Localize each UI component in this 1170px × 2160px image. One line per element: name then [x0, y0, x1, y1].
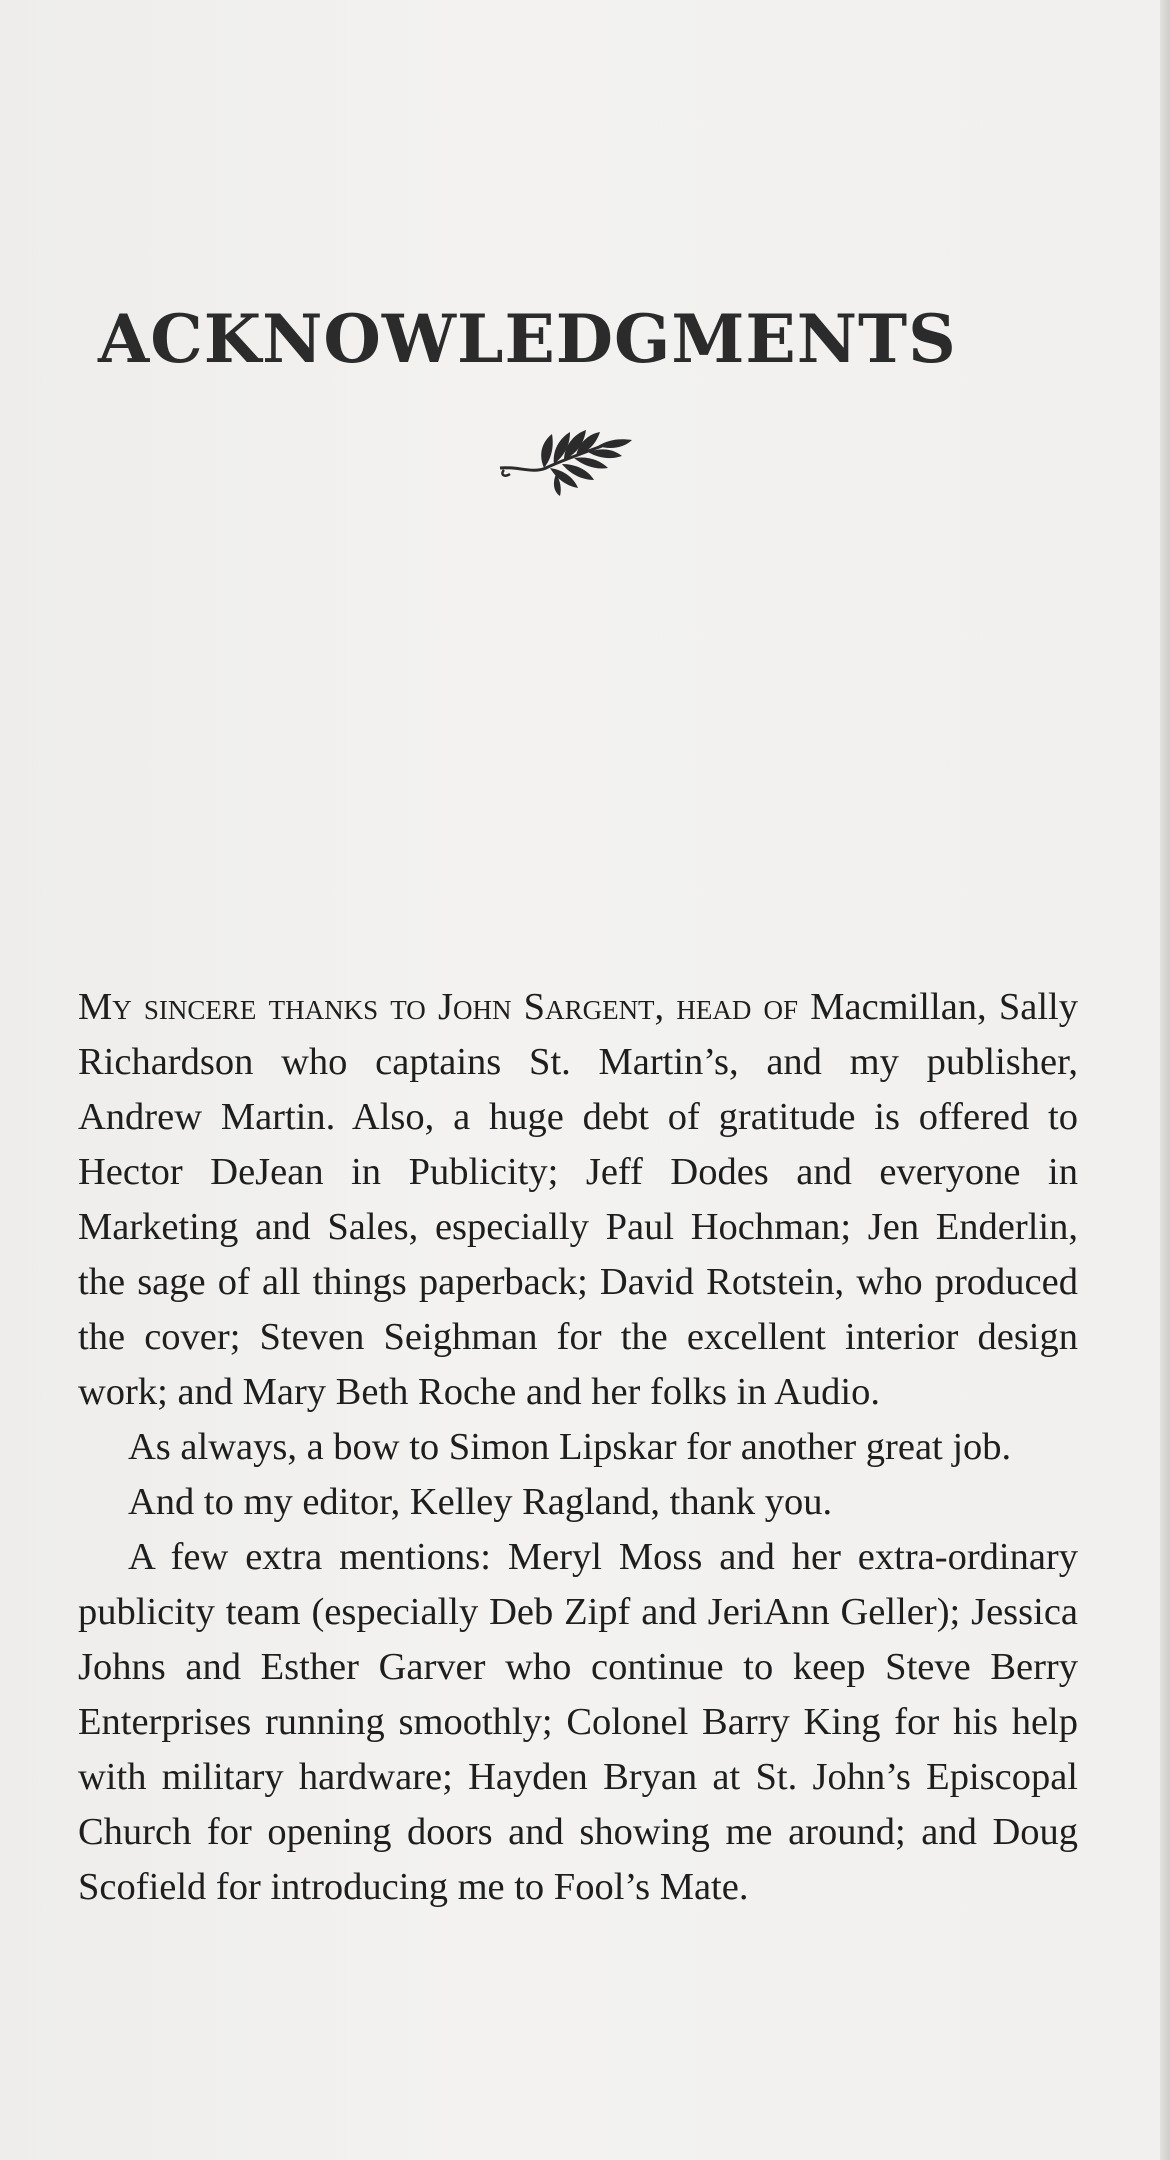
- leaf-ornament-icon: [498, 424, 644, 498]
- paragraph-3: And to my editor, Kelley Ragland, thank you.: [128, 1481, 833, 1523]
- acknowledgments-text: [78, 980, 1078, 1915]
- paragraph-1: [78, 980, 1078, 1420]
- paragraph-2: As always, a bow to Simon Lipskar for another great job.: [128, 1426, 1012, 1468]
- chapter-heading: ACKNOWLEDGMENTS: [98, 300, 957, 378]
- page-edge: [1160, 0, 1170, 2160]
- paragraph-4: A few extra mentions: Meryl Moss and her extra-ordinary publicity team (especially Deb Zipf and JeriAnn Geller); Jessica Johns and Esther Garver who continue to keep Steve Berry Enterprises running smoothly; Colonel Barry King for his help with military hardware; Hayden Bryan at St. John’s Episcopal Church for opening doors and showing me around; and Doug Scofield for introducing me to Fool’s Mate.: [78, 1536, 1078, 1908]
- paragraph-1-lead: My sincere thanks to John Sargent, head of: [78, 986, 799, 1028]
- paragraph-1-body: Macmillan, Sally Richardson who captains St. Martin’s, and my publisher, Andrew Martin. Also, a huge debt of gratitude is offered to Hector DeJean in Publicity; Jeff Dodes and everyone in Marketing and Sales, especially Paul Hochman; Jen Enderlin, the sage of all things paperback; David Rotstein, who produced the cover; Steven Seighman for the excellent interior design work; and Mary Beth Roche and her folks in Audio.: [78, 986, 1078, 1413]
